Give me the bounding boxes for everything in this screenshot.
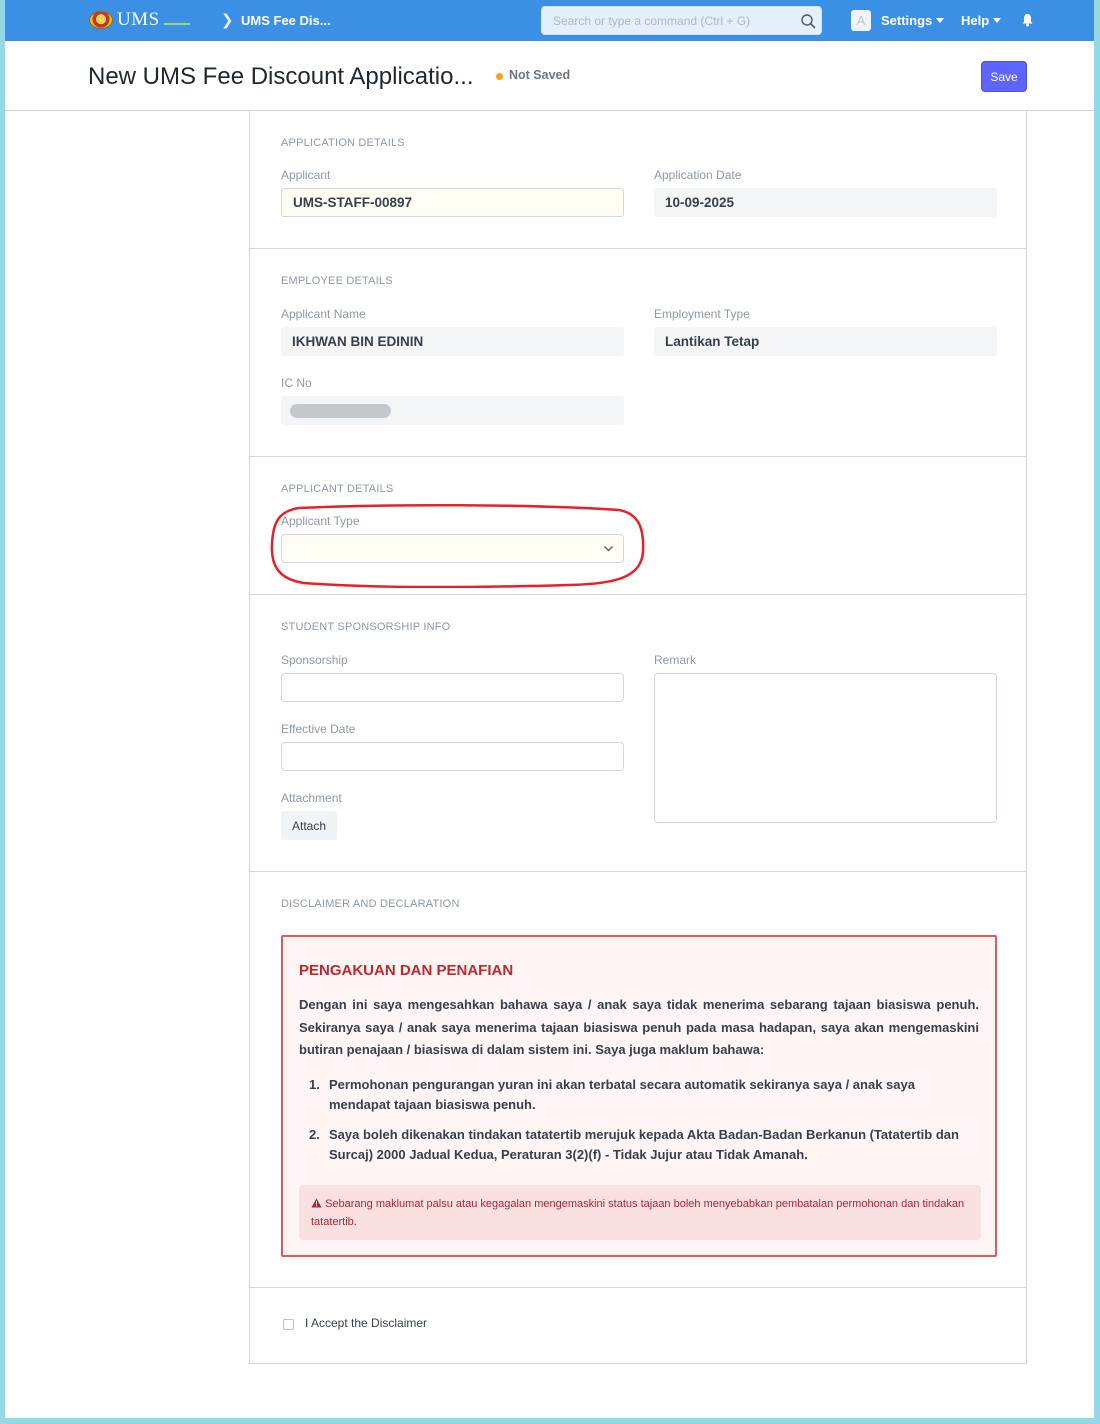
status-badge: Not Saved [509,68,571,82]
list-item: 2. Saya boleh dikenakan tindakan tatatertib merujuk kepada Akta Badan-Badan Berkanun (Tatatertib dan Surcaj) 2000 Jadual Kedua, Peraturan 3(2)(f) - Tidak Jujur atau Tidak Amanah. [309,1125,979,1165]
search-bar [541,6,822,35]
disclaimer-box [281,935,997,1257]
section-title: EMPLOYEE DETAILS [281,275,393,287]
remark-textarea[interactable] [654,673,997,823]
chevron-right-icon: ❯ [221,12,234,29]
attach-button[interactable]: Attach [281,811,337,840]
page-header [5,41,1094,111]
search-icon[interactable] [800,13,816,29]
effective-date-label: Effective Date [281,722,356,736]
section-title: APPLICATION DETAILS [281,137,405,149]
section-title: STUDENT SPONSORSHIP INFO [281,621,451,633]
status-indicator-icon [496,73,503,80]
applicant-type-label: Applicant Type [281,514,360,528]
settings-menu[interactable] [881,13,944,28]
list-item-text: Permohonan pengurangan yuran ini akan terbatal secara automatik sekiranya saya / anak saya mendapat tajaan biasiswa penuh. [329,1076,915,1112]
warning-alert [299,1185,981,1240]
accept-disclaimer-label[interactable]: I Accept the Disclaimer [305,1316,428,1330]
caret-down-icon [936,18,944,23]
disclaimer-heading: PENGAKUAN DAN PENAFIAN [299,962,514,979]
form-card [249,111,1027,1364]
redacted-value [290,404,391,418]
search-input[interactable] [542,7,821,34]
ums-seal-icon [89,11,113,29]
ic-no-field [281,396,624,425]
app-frame [5,0,1094,1418]
applicant-name-field: IKHWAN BIN EDININ [281,327,624,356]
warning-text: Sebarang maklumat palsu atau kegagalan mengemaskini status tajaan boleh menyebabkan pembatalan permohonan dan tindakan tatatertib. [311,1198,965,1228]
breadcrumb-current[interactable]: UMS Fee Dis... [241,13,331,28]
save-button[interactable]: Save [981,61,1027,92]
help-menu[interactable] [961,13,1001,28]
settings-label: Settings [881,13,933,28]
accept-disclaimer-checkbox[interactable] [283,1319,294,1330]
sponsorship-label: Sponsorship [281,653,348,667]
ic-no-label: IC No [281,376,312,390]
navbar [5,0,1094,41]
list-item-text: Saya boleh dikenakan tindakan tatatertib merujuk kepada Akta Badan-Badan Berkanun (Tatatertib dan Surcaj) 2000 Jadual Kedua, Peraturan 3(2)(f) - Tidak Jujur atau Tidak Amanah. [329,1126,959,1162]
warning-icon [311,1198,322,1208]
ums-logo[interactable] [89,9,190,31]
applicant-label: Applicant [281,168,331,182]
disclaimer-list [299,1075,979,1165]
application-date-field: 10-09-2025 [654,188,997,217]
disclaimer-paragraph: Dengan ini saya mengesahkan bahawa saya / anak saya tidak menerima sebarang tajaan biasiswa penuh. Sekiranya saya / anak saya menerima tajaan biasiswa penuh pada masa hadapan, saya akan mengemaskini butiran penajaan / biasiswa di dalam sistem ini. Saya juga maklum bahawa: [299,997,979,1057]
effective-date-input[interactable] [281,742,624,771]
section-application-details [250,111,1026,249]
section-title: APPLICANT DETAILS [281,483,394,495]
section-employee-details [250,249,1026,457]
remark-label: Remark [654,653,697,667]
application-date-label: Application Date [654,168,742,182]
employment-type-label: Employment Type [654,307,750,321]
sponsorship-input[interactable] [281,673,624,702]
applicant-field[interactable]: UMS-STAFF-00897 [281,188,624,217]
list-item: 1. Permohonan pengurangan yuran ini akan terbatal secara automatik sekiranya saya / anak saya mendapat tajaan biasiswa penuh. [309,1075,979,1115]
page-title: New UMS Fee Discount Applicatio... [88,63,474,90]
section-title: DISCLAIMER AND DECLARATION [281,898,460,910]
help-label: Help [961,13,990,28]
logo-text: UMS [117,9,160,30]
caret-down-icon [993,18,1001,23]
highlight-annotation [269,502,645,588]
bell-icon[interactable] [1021,13,1034,27]
employment-type-field: Lantikan Tetap [654,327,997,356]
applicant-name-label: Applicant Name [281,307,366,321]
avatar[interactable]: A [851,10,871,31]
logo-accent-icon [164,15,190,25]
attachment-label: Attachment [281,791,342,805]
